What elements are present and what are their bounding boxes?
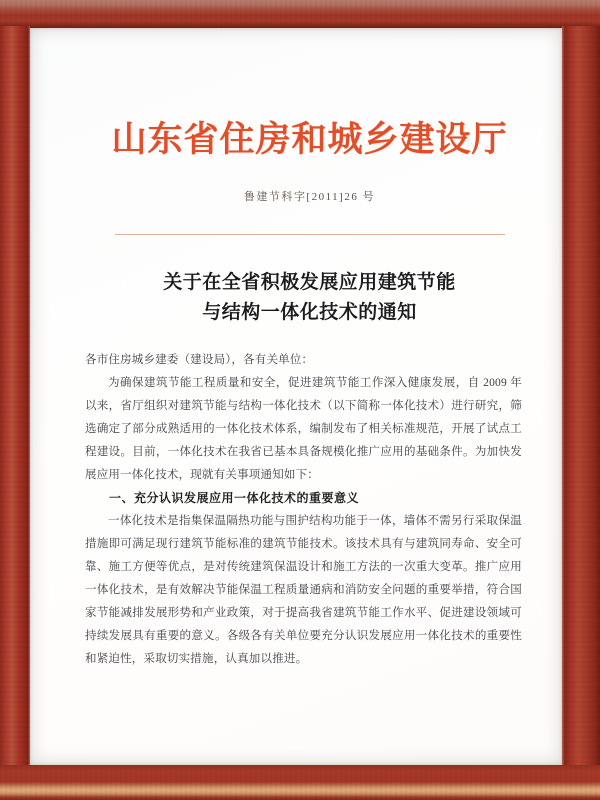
frame-right-rail xyxy=(562,26,600,766)
document-title-line2: 与结构一体化技术的通知 xyxy=(202,302,417,323)
document-content xyxy=(65,28,554,671)
frame-bottom-ledge xyxy=(0,765,600,800)
document-paper xyxy=(30,28,562,765)
salutation: 各市住房城乡建委（建设局），各有关单位： xyxy=(85,354,314,366)
section-1-heading: 一、充分认识发展应用一体化技术的重要意义 xyxy=(109,491,360,505)
document-title-line1: 关于在全省积极发展应用建筑节能 xyxy=(163,272,456,293)
separator-line xyxy=(115,234,505,235)
document-body xyxy=(85,349,522,671)
paragraph-section-1: 一体化技术是指集保温隔热功能与围护结构功能于一体，墙体不需另行采取保温措施即可满足现行建筑节能标准的建筑节能技术。该技术具有与建筑同寿命、安全可靠、施工方便等优点，是对传统建筑保温设计和施工方法的一次重大变革。推广应用一体化技术，是有效解决节能保温工程质量通病和消防安全问题的重要举措，符合国家节能减排发展形势和产业政策，对于提高我省建筑节能工作水平、促进建设领域可持续发展具有重要的意义。各级各有关单位要充分认识发展应用一体化技术的重要性和紧迫性，采取切实措施，认真加以推进。 xyxy=(85,515,522,665)
document-title xyxy=(65,268,554,328)
paragraph-intro: 为确保建筑节能工程质量和安全，促进建筑节能工作深入健康发展，自 2009 年以来，省厅组织对建筑节能与结构一体化技术（以下简称一体化技术）进行研究，筛选确定了部分成熟适用的一体化技术体系，编制发布了相关标准规范，开展了试点工程建设。目前，一体化技术在我省已基本具备规模化推广应用的基础条件。为加快发展应用一体化技术，现就有关事项通知如下： xyxy=(85,377,522,481)
document-number: 鲁建节科字[2011]26 号 xyxy=(243,191,376,203)
frame-left-rail xyxy=(0,26,30,766)
frame-top-rail xyxy=(0,0,600,28)
agency-header: 山东省住房和城乡建设厅 xyxy=(111,120,508,159)
